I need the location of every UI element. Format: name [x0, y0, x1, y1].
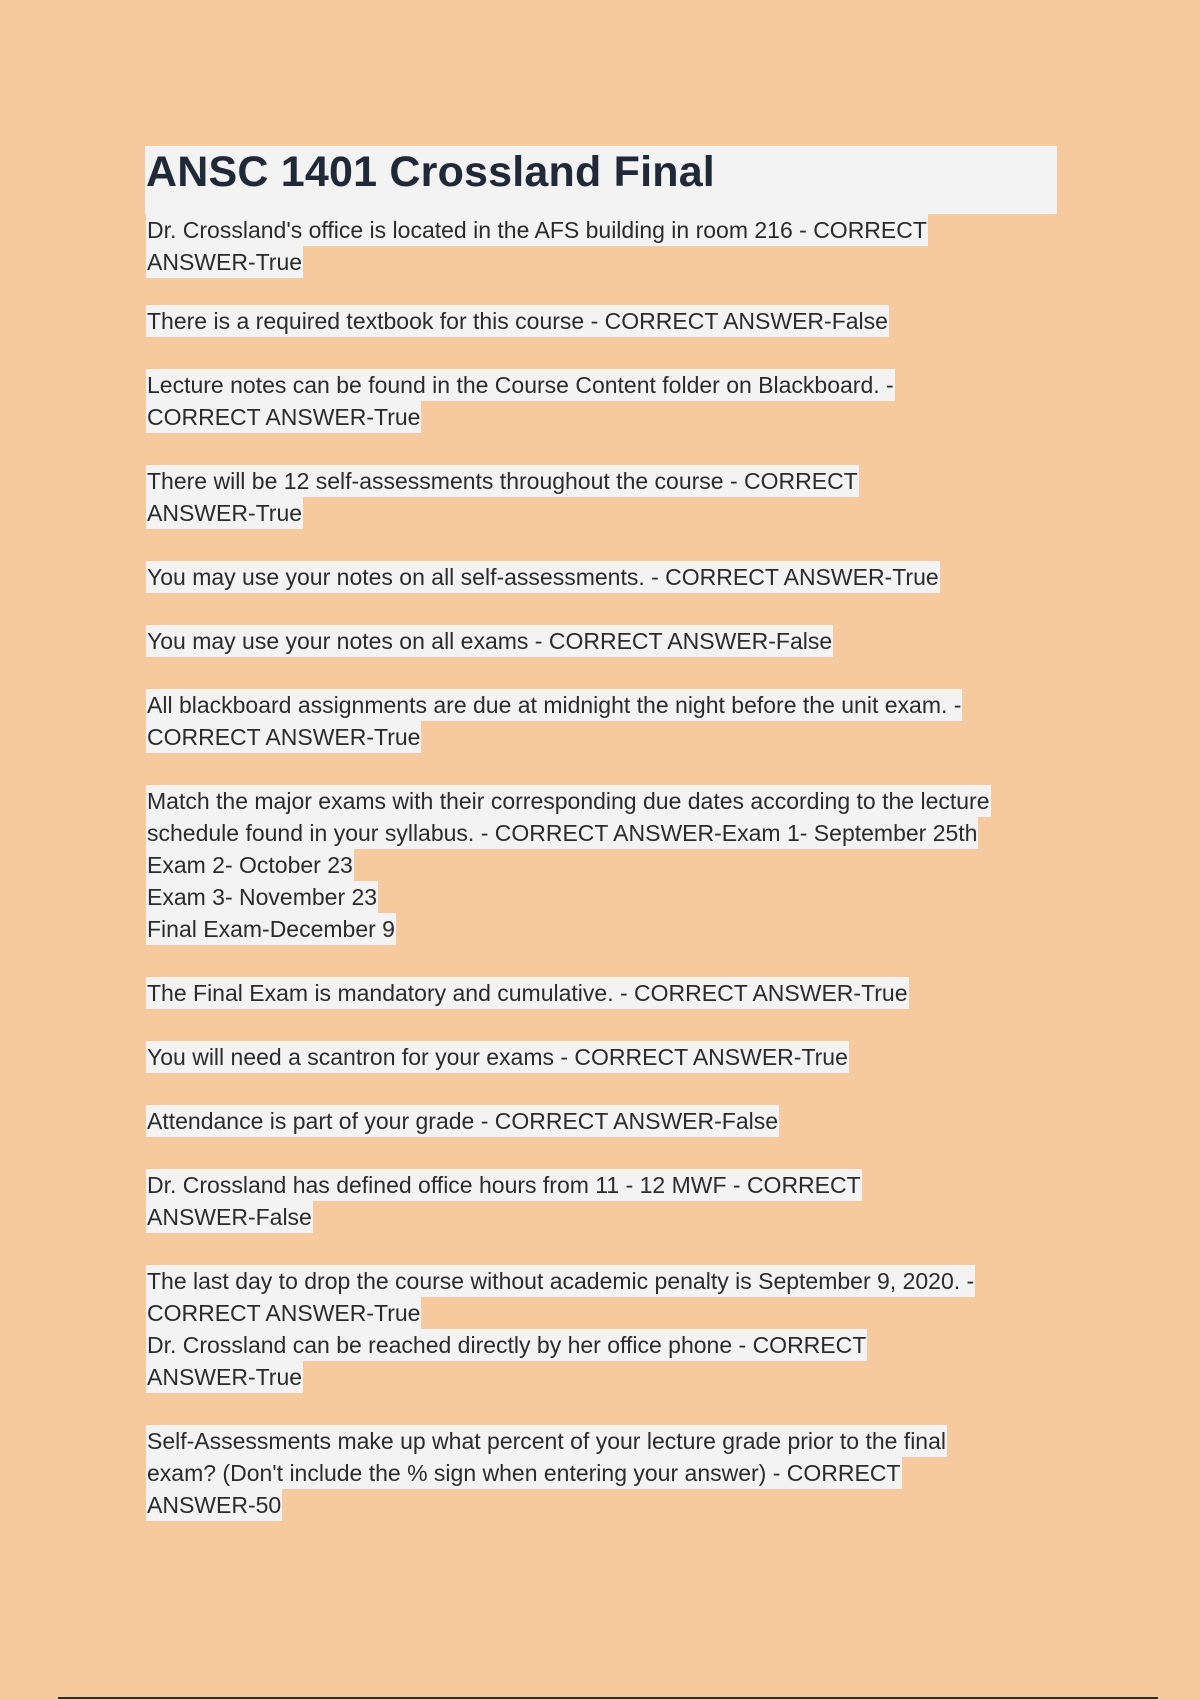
question-line: CORRECT ANSWER-True: [146, 721, 421, 753]
question-line: Exam 2- October 23: [146, 849, 354, 881]
question-line: ANSWER-False: [146, 1201, 313, 1233]
question-item: [146, 977, 1046, 1009]
question-line: ANSWER-True: [146, 1361, 303, 1393]
question-line: The Final Exam is mandatory and cumulative. - CORRECT ANSWER-True: [146, 977, 909, 1009]
question-line: Attendance is part of your grade - CORRECT ANSWER-False: [146, 1105, 779, 1137]
question-line: ANSWER-50: [146, 1489, 282, 1521]
question-line: Dr. Crossland has defined office hours from 11 - 12 MWF - CORRECT: [146, 1169, 862, 1201]
question-item: [146, 1425, 1046, 1521]
question-item: [146, 1169, 1046, 1233]
question-item: [146, 1105, 1046, 1137]
question-line: CORRECT ANSWER-True: [146, 401, 421, 433]
document-title: ANSC 1401 Crossland Final: [146, 148, 715, 196]
question-item: [146, 1329, 1046, 1393]
question-line: Dr. Crossland's office is located in the AFS building in room 216 - CORRECT: [146, 214, 928, 246]
question-line: There is a required textbook for this course - CORRECT ANSWER-False: [146, 305, 889, 337]
question-line: schedule found in your syllabus. - CORRECT ANSWER-Exam 1- September 25th: [146, 817, 978, 849]
question-line: There will be 12 self-assessments throughout the course - CORRECT: [146, 465, 859, 497]
question-item: [146, 465, 1046, 529]
question-line: Exam 3- November 23: [146, 881, 378, 913]
question-line: You will need a scantron for your exams - CORRECT ANSWER-True: [146, 1041, 849, 1073]
question-item: [146, 1265, 1046, 1329]
question-line: You may use your notes on all exams - CORRECT ANSWER-False: [146, 625, 833, 657]
question-item: [146, 1041, 1046, 1073]
question-line: ANSWER-True: [146, 246, 303, 278]
question-item: [146, 689, 1046, 753]
question-line: Self-Assessments make up what percent of your lecture grade prior to the final: [146, 1425, 947, 1457]
question-item: [146, 214, 1046, 278]
question-line: ANSWER-True: [146, 497, 303, 529]
question-line: Match the major exams with their corresponding due dates according to the lecture: [146, 785, 991, 817]
question-line: Final Exam-December 9: [146, 913, 396, 945]
question-item: [146, 785, 1046, 945]
question-line: exam? (Don't include the % sign when entering your answer) - CORRECT: [146, 1457, 902, 1489]
question-line: Dr. Crossland can be reached directly by her office phone - CORRECT: [146, 1329, 867, 1361]
question-item: [146, 369, 1046, 433]
question-line: You may use your notes on all self-assessments. - CORRECT ANSWER-True: [146, 561, 940, 593]
question-item: [146, 561, 1046, 593]
question-item: [146, 305, 1046, 337]
question-item: [146, 625, 1046, 657]
question-line: Lecture notes can be found in the Course Content folder on Blackboard. -: [146, 369, 895, 401]
bottom-rule: [58, 1697, 1158, 1699]
question-line: CORRECT ANSWER-True: [146, 1297, 421, 1329]
question-line: All blackboard assignments are due at midnight the night before the unit exam. -: [146, 689, 962, 721]
question-line: The last day to drop the course without academic penalty is September 9, 2020. -: [146, 1265, 975, 1297]
